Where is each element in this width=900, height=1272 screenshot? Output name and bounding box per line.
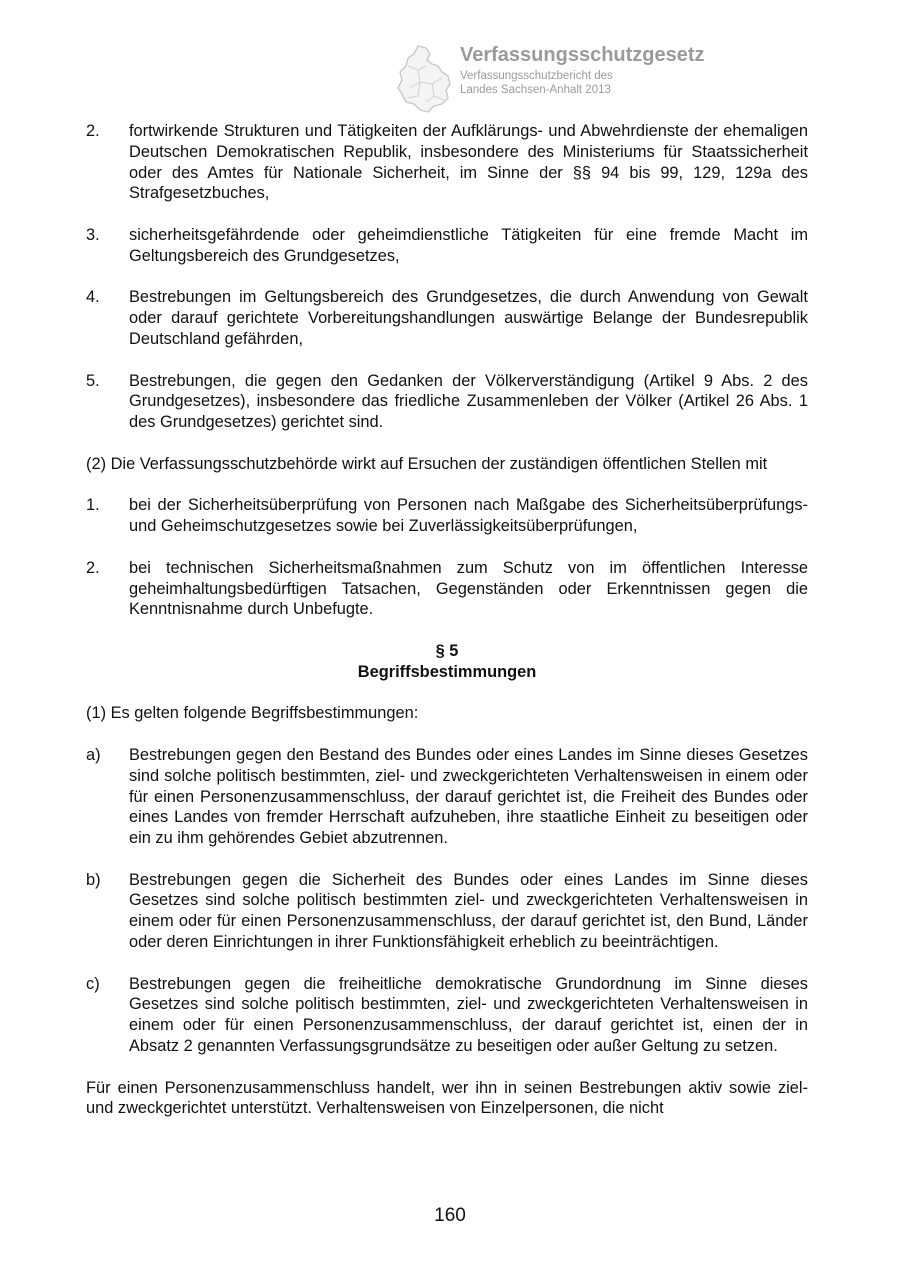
list-item-text: Bestrebungen gegen den Bestand des Bundes oder eines Landes im Sinne dieses Gesetzes sind solche politisch bestimmten, ziel- und zweckgerichteten Verhaltensweisen in einem oder für einen Personenzusammenschluss, der darauf gerichtet ist, die Freiheit des Bundes oder eines Landes von fremder Herrschaft aufzuheben, ihre staatliche Einheit zu beseitigen oder ein zu ihm gehörendes Gebiet abzutrennen. <box>129 745 808 848</box>
section-heading <box>86 641 808 683</box>
list-item <box>86 287 808 349</box>
body-text <box>86 121 808 1140</box>
list-item <box>86 745 808 849</box>
list-item-letter: a) <box>86 745 101 764</box>
paragraph-definitions-intro: (1) Es gelten folgende Begriffsbestimmungen: <box>86 704 419 723</box>
list-item-text: Bestrebungen, die gegen den Gedanken der Völkerverständigung (Artikel 9 Abs. 2 des Grundgesetzes), insbesondere das friedliche Zusammenleben der Völker (Artikel 26 Abs. 1 des Grundgesetzes) gerichtet sind. <box>129 371 808 432</box>
paragraph-final: Für einen Personenzusammenschluss handelt, wer ihn in seinen Bestrebungen aktiv sowie ziel- und zweckgerichtet unterstützt. Verhaltensweisen von Einzelpersonen, die nicht <box>86 1078 808 1118</box>
list-item <box>86 121 808 204</box>
list-item-letter: c) <box>86 974 100 993</box>
list-item <box>86 974 808 1057</box>
page-header <box>396 42 736 112</box>
list-item <box>86 371 808 433</box>
sachsen-anhalt-map-icon <box>396 44 452 114</box>
list-item-number: 4. <box>86 288 100 307</box>
list-item <box>86 558 808 620</box>
list-item-number: 1. <box>86 496 100 515</box>
header-subtitle <box>460 69 613 97</box>
list-item-text: fortwirkende Strukturen und Tätigkeiten der Aufklärungs- und Abwehrdienste der ehemaligen Deutschen Demokratischen Republik, insbesondere des Ministeriums für Staatssicherheit oder des Amtes für Nationale Sicherheit, im Sinne der §§ 94 bis 99, 129, 129a des Strafgesetzbuches, <box>129 122 808 203</box>
list-item-text: bei der Sicherheitsüberprüfung von Personen nach Maßgabe des Sicherheitsüberprüfungs- und Geheimschutzgesetzes sowie bei Zuverlässigkeitsüberprüfungen, <box>129 496 808 536</box>
list-item-text: Bestrebungen gegen die freiheitliche demokratische Grundordnung im Sinne dieses Gesetzes sind solche politisch bestimmten, ziel- und zweckgerichteten Verhaltensweisen in einem oder für einen Personenzusammenschluss, der darauf gerichtet ist, einen der in Absatz 2 genannten Verfassungsgrundsätze zu beseitigen oder außer Geltung zu setzen. <box>129 974 808 1056</box>
list-item-letter: b) <box>86 870 101 889</box>
page-number: 160 <box>434 1205 466 1226</box>
list-item-text: sicherheitsgefährdende oder geheimdienstliche Tätigkeiten für eine fremde Macht im Geltungsbereich des Grundgesetzes, <box>129 225 808 265</box>
header-subtitle-line2: Landes Sachsen-Anhalt 2013 <box>460 84 611 96</box>
list-item <box>86 495 808 537</box>
list-item-number: 5. <box>86 371 100 390</box>
section-number: § 5 <box>435 641 459 660</box>
header-title: Verfassungsschutzgesetz <box>460 44 705 66</box>
header-subtitle-line1: Verfassungsschutzbericht des <box>460 70 613 82</box>
list-item-number: 2. <box>86 122 100 140</box>
list-item-text: Bestrebungen gegen die Sicherheit des Bundes oder eines Landes im Sinne dieses Gesetzes sind solche politisch bestimmten ziel- und zweckgerichteten Verhaltensweisen in einem oder für einen Personenzusammenschluss, der darauf gerichtet ist, den Bund, Länder oder deren Einrichtungen in ihrer Funktionsfähigkeit erheblich zu beeinträchtigen. <box>129 870 808 952</box>
list-item <box>86 225 808 267</box>
section-title: Begriffsbestimmungen <box>357 662 537 681</box>
paragraph-2: (2) Die Verfassungsschutzbehörde wirkt auf Ersuchen der zuständigen öffentlichen Stellen mit <box>86 454 768 473</box>
list-item-number: 2. <box>86 558 100 577</box>
list-item-text: Bestrebungen im Geltungsbereich des Grundgesetzes, die durch Anwendung von Gewalt oder darauf gerichtete Vorbereitungshandlungen auswärtige Belange der Bundesrepublik Deutschland gefährden, <box>129 288 808 348</box>
list-item-number: 3. <box>86 225 100 244</box>
list-item-text: bei technischen Sicherheitsmaßnahmen zum Schutz von im öffentlichen Interesse geheimhaltungsbedürftigen Tatsachen, Gegenständen oder Erkenntnissen gegen die Kenntnisnahme durch Unbefugte. <box>129 558 808 619</box>
list-item <box>86 870 808 953</box>
